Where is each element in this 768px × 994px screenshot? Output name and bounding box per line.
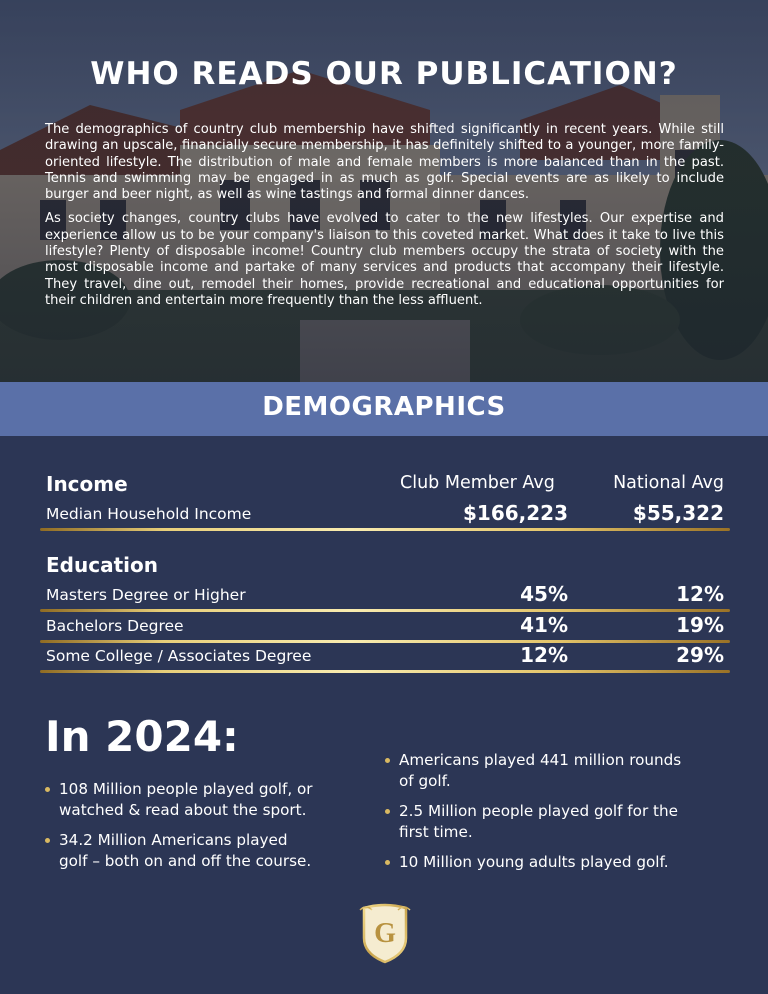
list-item-line: watched & read about the sport. — [59, 801, 307, 819]
list-item-line: first time. — [399, 823, 473, 841]
table-row — [40, 579, 730, 609]
demographics-title: DEMOGRAPHICS — [262, 392, 506, 422]
club-value: 41% — [520, 613, 568, 637]
bullet-icon — [385, 860, 390, 865]
demographics-band — [0, 382, 768, 436]
gold-divider — [40, 670, 730, 673]
bullet-icon — [385, 758, 390, 763]
national-value: $55,322 — [632, 501, 724, 525]
bullet-icon — [385, 809, 390, 814]
table-row — [40, 610, 730, 640]
club-value: 45% — [520, 582, 568, 606]
list-item-line: Americans played 441 million rounds — [399, 751, 682, 769]
education-heading: Education — [46, 553, 158, 577]
national-avg-header: National Avg — [613, 473, 724, 493]
national-value: 12% — [676, 582, 724, 606]
list-item — [45, 830, 375, 872]
year-heading: In 2024: — [45, 712, 239, 761]
list-item-line: 10 Million young adults played golf. — [399, 853, 669, 871]
list-item — [385, 801, 730, 843]
hero-section — [0, 0, 768, 382]
list-item-line: 2.5 Million people played golf for the — [399, 802, 678, 820]
table-row — [40, 640, 730, 670]
list-item-line: 108 Million people played golf, or — [59, 780, 313, 798]
intro-paragraph-1: The demographics of country club membership have shifted significantly in recent years. While still drawing an upscale, financially secure membership, it has definitely shifted to a younger, more family-oriented lifestyle. The distribution of male and female members is more balanced than in the past. Tennis and swimming may be engaged in as much as golf. Special events are as likely to include burger and beer night, as well as wine tastings and formal dinner dances. — [45, 122, 724, 203]
bullet-icon — [45, 838, 50, 843]
row-label: Bachelors Degree — [46, 617, 184, 635]
club-crest-icon — [356, 902, 414, 964]
list-item-line: golf – both on and off the course. — [59, 852, 312, 870]
crest-monogram: G — [374, 918, 396, 949]
gold-divider — [40, 528, 730, 531]
row-label: Some College / Associates Degree — [46, 647, 312, 665]
list-item-line: of golf. — [399, 772, 451, 790]
table-row — [40, 498, 730, 528]
intro-paragraph-2: As society changes, country clubs have evolved to cater to the new lifestyles. Our expertise and experience allow us to be your company's liaison to this coveted market. What does it take to live this lifestyle? Plenty of disposable income! Country club members occupy the strata of society with the most disposable income and partake of many services and products that accompany their lifestyle. They travel, dine out, remodel their homes, provide recreational and educational opportunities for their children and entertain more frequently than the less affluent. — [45, 211, 724, 308]
club-value: $166,223 — [462, 501, 568, 525]
list-item — [385, 750, 730, 792]
list-item — [45, 779, 375, 821]
bullet-icon — [45, 787, 50, 792]
page-title: WHO READS OUR PUBLICATION? — [90, 56, 678, 92]
national-value: 29% — [676, 643, 724, 667]
income-heading: Income — [46, 472, 128, 496]
list-item — [385, 852, 730, 873]
row-label: Masters Degree or Higher — [46, 586, 246, 604]
intro-text — [45, 122, 724, 317]
club-value: 12% — [520, 643, 568, 667]
list-item-line: 34.2 Million Americans played — [59, 831, 288, 849]
club-member-avg-header: Club Member Avg — [400, 473, 555, 493]
row-label: Median Household Income — [46, 505, 252, 523]
national-value: 19% — [676, 613, 724, 637]
